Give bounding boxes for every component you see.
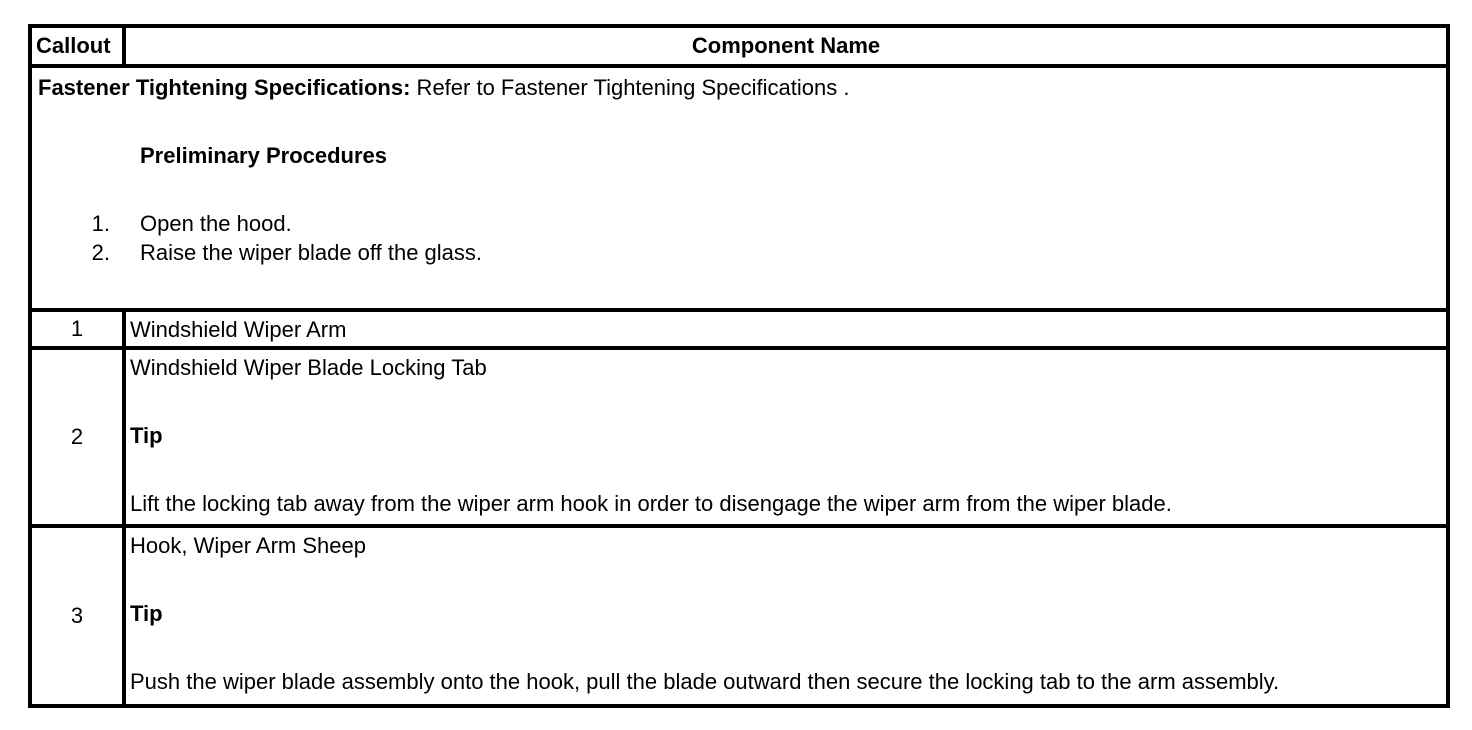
intro-cell xyxy=(30,66,1448,310)
component-name-column-header: Component Name xyxy=(124,26,1448,66)
fastener-spec-text: Refer to Fastener Tightening Specifications . xyxy=(410,75,850,100)
fastener-spec-line xyxy=(38,74,1438,102)
tip-text: Push the wiper blade assembly onto the hook, pull the blade outward then secure the locking tab to the arm assembly. xyxy=(130,669,1280,694)
callout-number: 2 xyxy=(30,348,124,526)
fastener-spec-label: Fastener Tightening Specifications: xyxy=(38,75,411,100)
component-cell xyxy=(124,348,1448,526)
list-item xyxy=(38,239,1438,268)
tip-text: Lift the locking tab away from the wiper arm hook in order to disengage the wiper arm from the wiper blade. xyxy=(130,491,1172,516)
intro-row xyxy=(30,66,1448,310)
step-number: 2. xyxy=(91,240,110,265)
preliminary-procedures-title: Preliminary Procedures xyxy=(140,143,388,168)
callout-column-header: Callout xyxy=(30,26,124,66)
tip-label: Tip xyxy=(130,423,163,448)
step-text: Open the hood. xyxy=(140,211,292,236)
tip-label: Tip xyxy=(130,601,163,626)
step-text: Raise the wiper blade off the glass. xyxy=(140,240,483,265)
component-cell xyxy=(124,526,1448,706)
component-name: Hook, Wiper Arm Sheep xyxy=(130,533,366,558)
component-table xyxy=(28,24,1450,708)
table-row xyxy=(30,348,1448,526)
component-name: Windshield Wiper Arm xyxy=(124,310,1448,348)
list-item xyxy=(38,210,1438,239)
callout-number: 1 xyxy=(30,310,124,348)
component-name: Windshield Wiper Blade Locking Tab xyxy=(130,355,487,380)
callout-number: 3 xyxy=(30,526,124,706)
table-header-row xyxy=(30,26,1448,66)
table-row xyxy=(30,310,1448,348)
preliminary-steps-list xyxy=(38,210,1438,268)
step-number: 1. xyxy=(91,211,110,236)
table-row xyxy=(30,526,1448,706)
